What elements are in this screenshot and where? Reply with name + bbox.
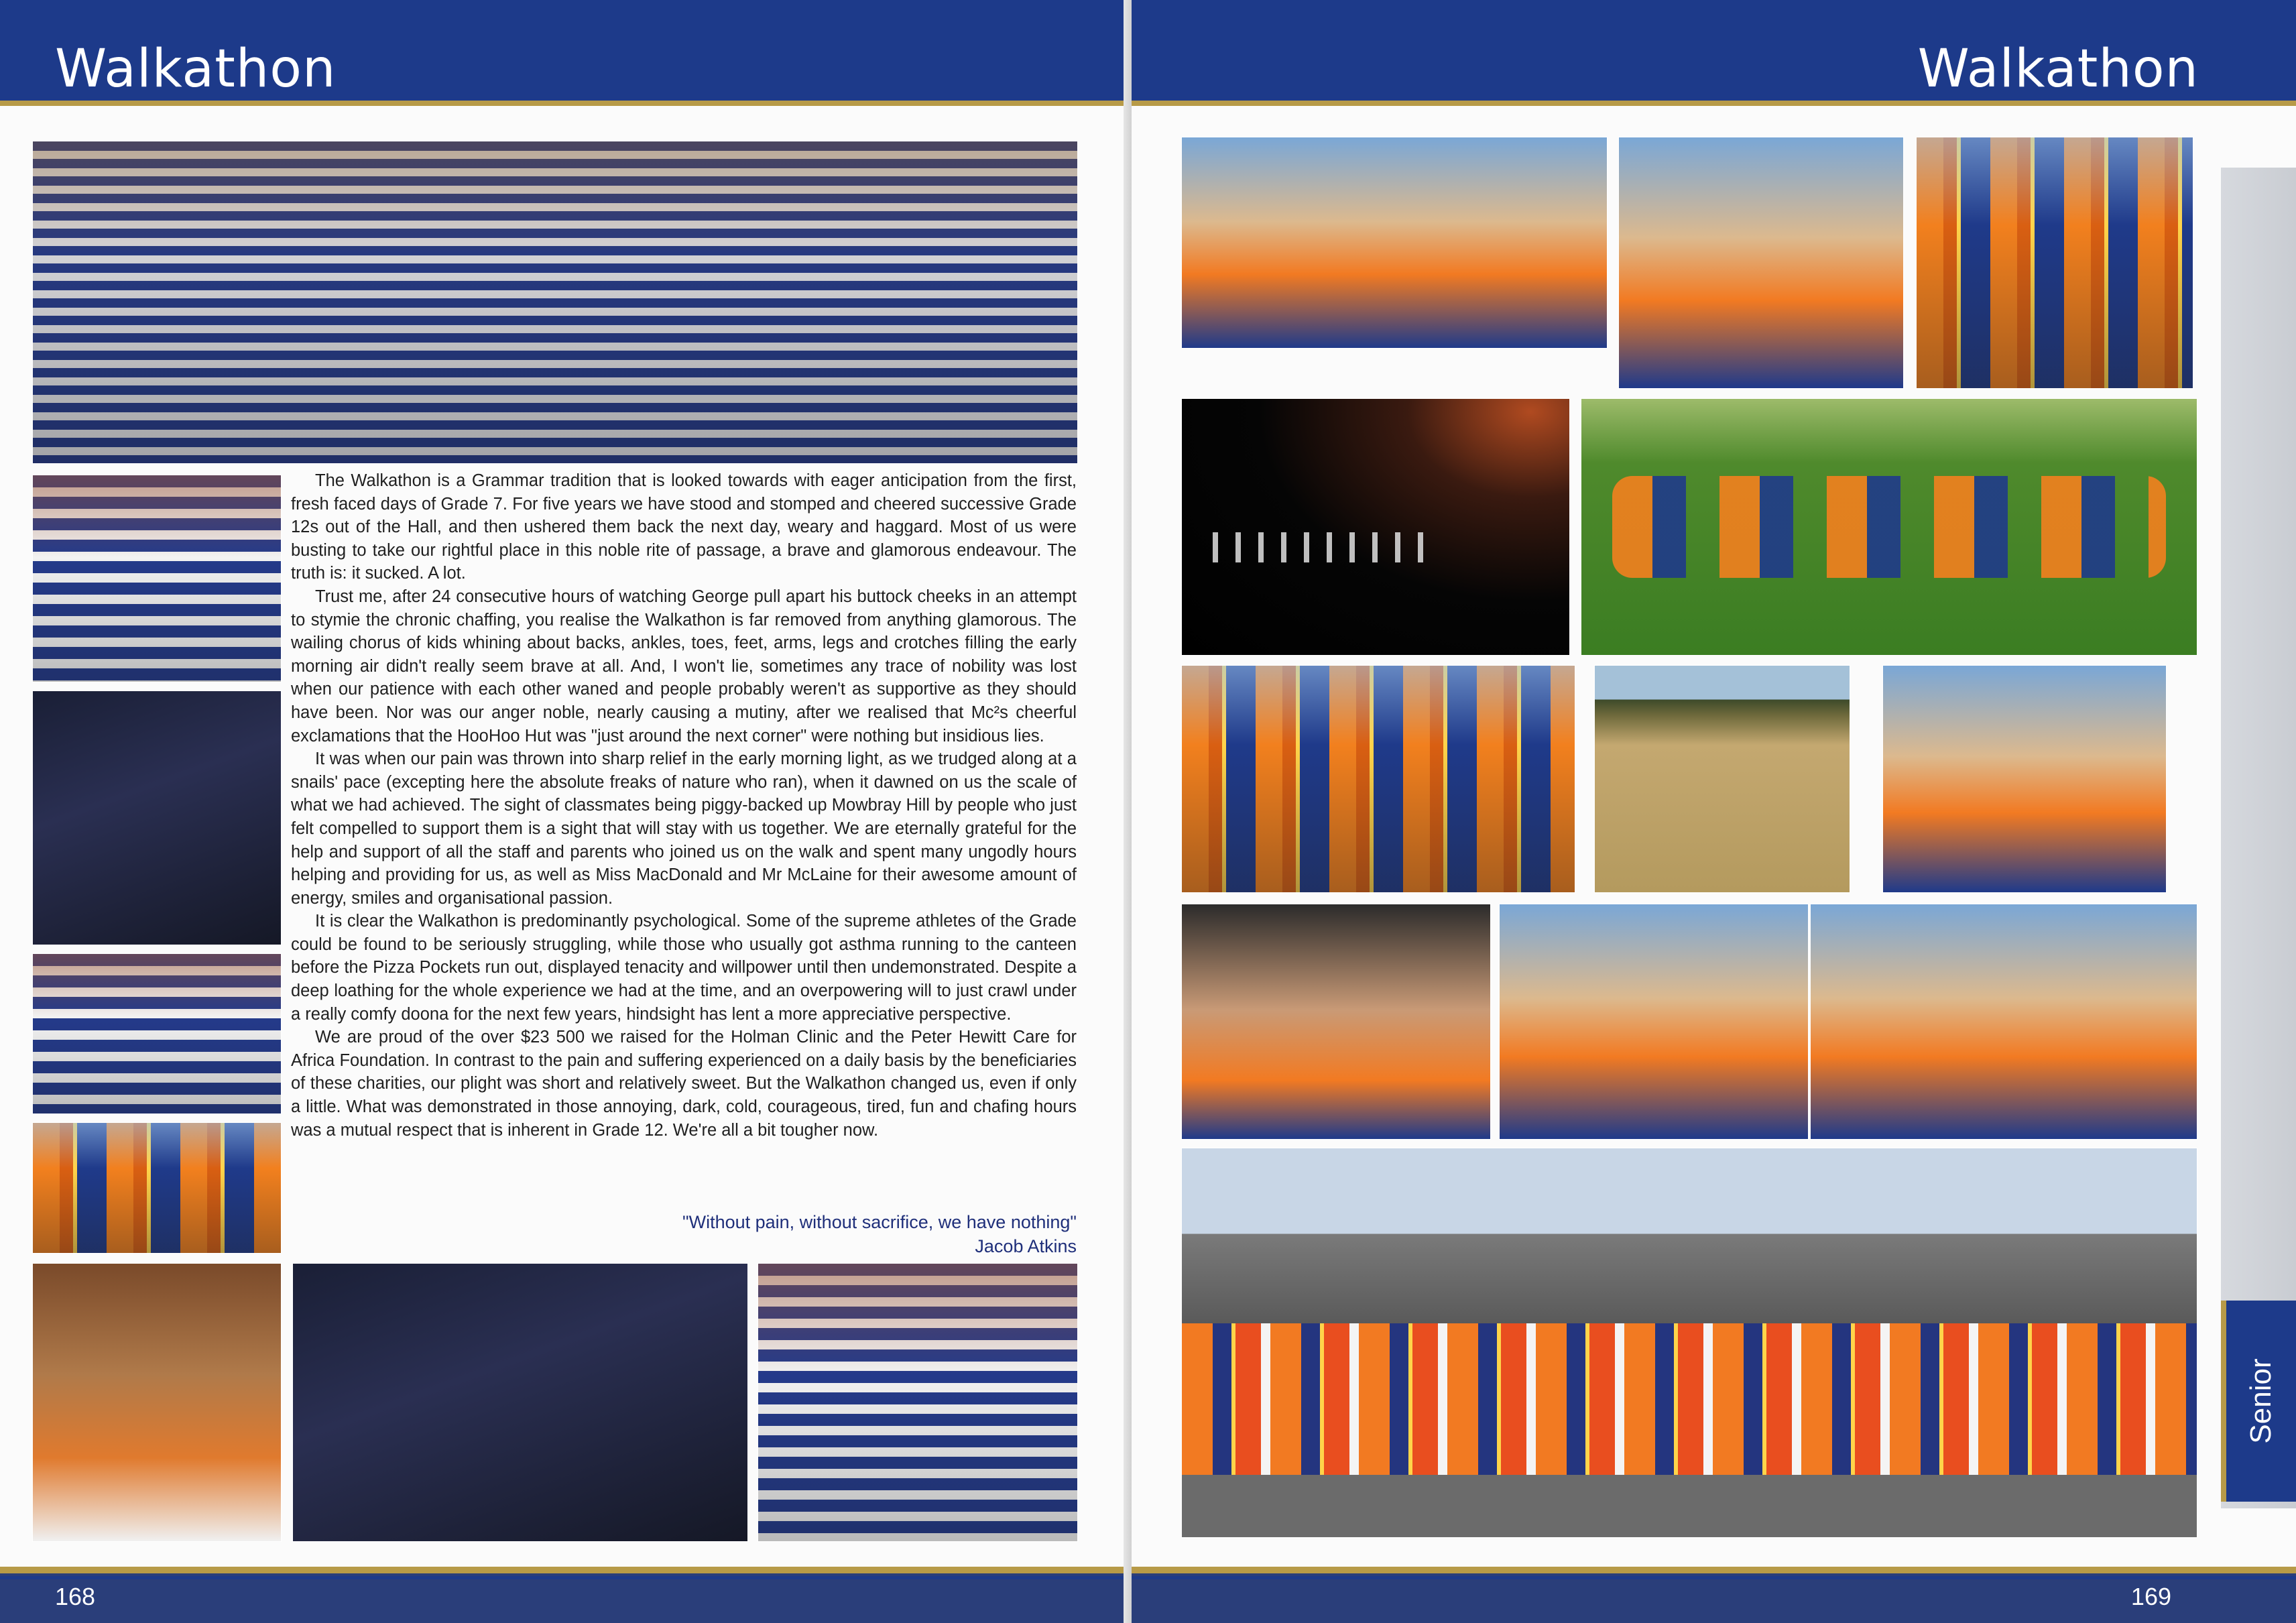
photo-night-walkers [1181, 398, 1570, 656]
photo-girl-toy [1181, 904, 1491, 1140]
photo-walkers-vests-road [1181, 665, 1575, 893]
footer-blue-stripe [1132, 1576, 2296, 1579]
left-page [0, 0, 1132, 1623]
closing-quote: "Without pain, without sacrifice, we have nothing" [682, 1212, 1077, 1232]
section-tab-label: Senior [2244, 1358, 2277, 1444]
photo-hall-group [32, 141, 1078, 464]
photo-oval-rest [1581, 398, 2197, 656]
article-paragraph-2: Trust me, after 24 consecutive hours of watching George pull apart his buttock cheeks in an attempt to stymie the chronic chaffing, you realise the Walkathon is far removed from anything glamorous. The wailing chorus of kids whining about backs, ankles, toes, feet, arms, legs and crotches filling the early morning air didn't really seem brave at all. And, I won't lie, sometimes any trace of nobility was lost when our patience with each other waned and people probably weren't as supportive as they should have been. Nor was our anger noble, nearly causing a mutiny, after we realised that Mc²s cheerful exclamations that the HooHoo Hut was "just around the next corner" were nothing but insidious lies. [291, 587, 1077, 745]
photo-boys-thumbs-up [32, 690, 282, 945]
left-footer [0, 1567, 1132, 1623]
page-number-right: 169 [2130, 1583, 2171, 1610]
photo-three-girls-beanies [1810, 904, 2197, 1140]
article-paragraph-3: It was when our pain was thrown into sharp relief in the early morning light, as we trudged along at a snails' pace (excepting here the absolute freaks of nature who ran), when it dawned on us the scale of what we had achieved. The sight of classmates being piggy-backed up Mowbray Hill by people who just felt compelled to support them is a sight that will stay with us together. We are eternally grateful for the help and support of all the staff and parents who joined us on the walk and spent many ungodly hours helping and providing for us, as well as Miss MacDonald and Mr McLaine for their awesome amount of energy, smiles and organisational passion. [291, 749, 1077, 908]
article-paragraph-1: The Walkathon is a Grammar tradition that is looked towards with eager anticipation from the first, fresh faced days of Grade 7. For five years we have stood and stomped and cheered successive Grade 12s out of the Hall, and then ushered them back the next day, weary and haggard. Most of us were busting to take our rightful place in this noble rite of passage, a brave and glamorous endeavour. The truth is: it sucked. A lot. [291, 471, 1077, 583]
section-tab-strip [2221, 168, 2296, 1508]
photo-walkers-road [1916, 137, 2193, 389]
right-header-banner [1132, 0, 2296, 106]
article-paragraph-4: It is clear the Walkathon is predominantly psychological. Some of the supreme athletes of the Grade could be found to be seriously struggling, while those who usually got asthma running to the canteen before the Pizza Pockets run out, displayed tenacity and willpower until then undemonstrated. Despite a deep loathing for the whole experience we had at the time, and an overpowering will to just crawl under a really comfy doona for the next few years, hindsight has lent a more appreciative perspective. [291, 912, 1077, 1024]
photo-two-boys-building [32, 475, 282, 682]
article-body [291, 469, 1077, 1142]
gold-stripe [1132, 101, 2296, 106]
photo-walkers-vests [32, 1122, 282, 1254]
footer-gold-stripe [1132, 1567, 2296, 1573]
photo-girls-group-outdoors [758, 1263, 1078, 1542]
photo-girls-beanies [1882, 665, 2167, 893]
left-header-banner [0, 0, 1132, 106]
page-number-left: 168 [55, 1583, 96, 1610]
quote-author: Jacob Atkins [975, 1236, 1077, 1256]
photo-girls-sunglasses [32, 953, 282, 1114]
photo-two-girls-caps [1499, 904, 1809, 1140]
right-page-title: Walkathon [1917, 39, 2199, 99]
senior-section-tab [2221, 1301, 2296, 1502]
right-page [1132, 0, 2296, 1623]
photo-three-girls-vests [1618, 137, 1904, 389]
footer-blue-stripe [0, 1576, 1132, 1579]
photo-alpacas [1594, 665, 1850, 893]
photo-boys-resting [32, 1263, 282, 1542]
gold-stripe [0, 101, 1132, 106]
left-page-title: Walkathon [55, 39, 337, 99]
right-footer [1132, 1567, 2296, 1623]
photo-night-group [292, 1263, 748, 1542]
footer-gold-stripe [0, 1567, 1132, 1573]
photo-three-girls-thumbs [1181, 137, 1608, 349]
article-paragraph-5: We are proud of the over $23 500 we raised for the Holman Clinic and the Peter Hewitt Care for Africa Foundation. In contrast to the pain and suffering experienced on a daily basis by the beneficiaries of these charities, our plight was short and relatively sweet. But the Walkathon changed us, even if only a little. What was demonstrated in those annoying, dark, cold, courageous, tired, fun and chafing hours was a mutual respect that is inherent in Grade 12. We're all a bit tougher now. [291, 1028, 1077, 1140]
photo-large-group-march [1181, 1148, 2197, 1538]
